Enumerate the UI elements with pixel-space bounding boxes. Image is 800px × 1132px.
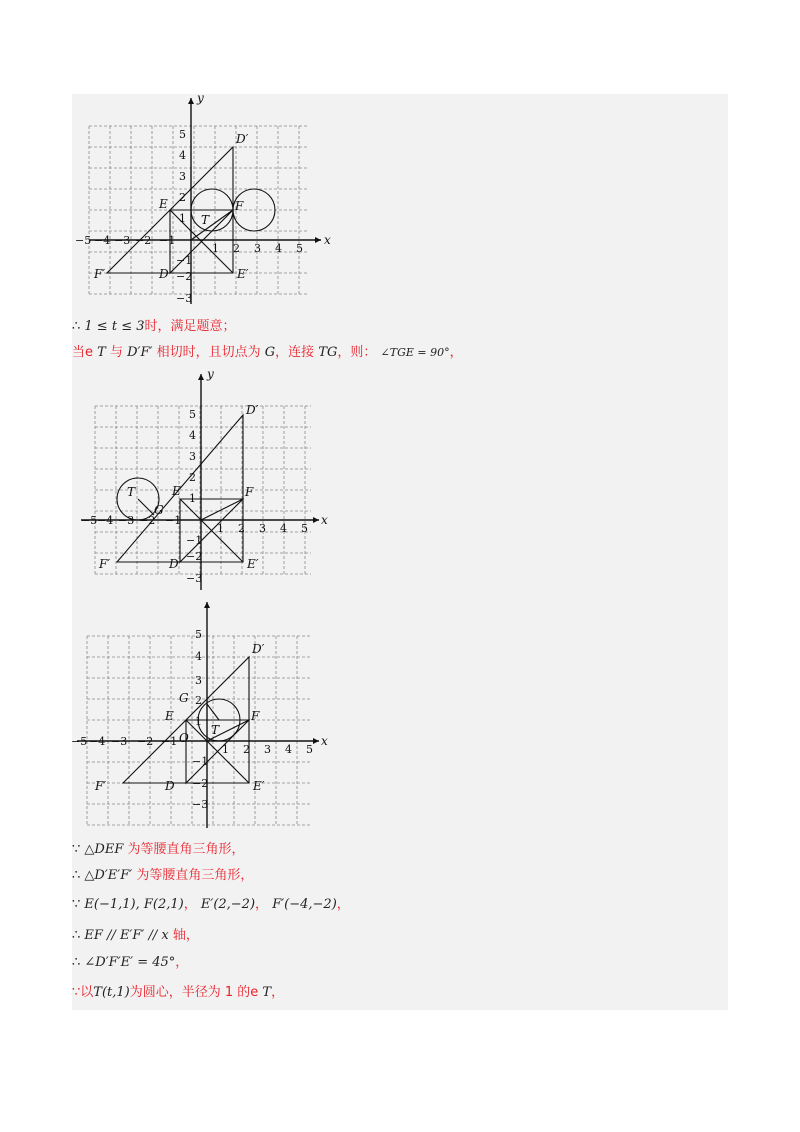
- y-tick-label: 5: [179, 128, 186, 141]
- y-tick-label: 5: [189, 408, 196, 421]
- y-tick-label: 3: [179, 170, 186, 183]
- text-segment: 为等腰直角三角形，: [136, 868, 254, 883]
- math-expression: ∠TGE = 90°: [380, 346, 450, 359]
- y-tick-label: 5: [195, 628, 202, 641]
- content-panel: [71, 91, 728, 1010]
- circle-symbol: e: [250, 985, 259, 1000]
- math-expression: D′F′: [127, 345, 153, 360]
- x-tick-label: 1: [222, 743, 229, 756]
- x-tick-label: −5: [75, 234, 92, 247]
- point-label-d-prime: D′: [246, 403, 259, 417]
- x-tick-label: −3: [111, 735, 128, 748]
- math-expression: △DEF: [84, 842, 124, 857]
- text-line-8: [72, 982, 284, 1004]
- x-axis-label: x: [324, 233, 331, 247]
- point-label-f: F: [235, 199, 244, 213]
- y-tick-label: −1: [186, 534, 203, 547]
- geometry: [123, 657, 249, 783]
- point-label-e: E: [172, 484, 181, 498]
- x-tick-label: 3: [259, 522, 266, 535]
- text-line-3: [72, 839, 245, 861]
- x-tick-label: −1: [165, 514, 182, 527]
- figure-1-graph: [72, 91, 331, 319]
- point-label-d: D: [159, 267, 169, 281]
- point-label-f: F: [251, 709, 260, 723]
- y-tick-label: 2: [189, 471, 196, 484]
- point-labels: [98, 403, 259, 571]
- y-tick-label: 4: [179, 149, 186, 162]
- y-tick-label: 2: [179, 191, 186, 204]
- y-tick-label: 1: [189, 492, 196, 505]
- symbol: ∴: [72, 319, 85, 334]
- x-axis-label: x: [321, 513, 328, 527]
- x-tick-label: −2: [135, 234, 152, 247]
- y-axis-label: y: [197, 91, 204, 105]
- x-tick-label: 3: [264, 743, 271, 756]
- x-tick-label: −3: [114, 234, 131, 247]
- text-segment: 为圆心，半径为 1 的: [129, 985, 251, 1000]
- x-tick-label: 1: [212, 242, 219, 255]
- point-label-d: D: [169, 557, 179, 571]
- axes: [89, 91, 331, 304]
- math-expression: T: [97, 345, 106, 360]
- math-expression: EF // E′F′ // x: [84, 928, 169, 943]
- symbol: ∴: [72, 928, 85, 943]
- text-segment: ，: [449, 345, 463, 360]
- text-segment: ，: [271, 985, 285, 1000]
- y-tick-label: 3: [189, 450, 196, 463]
- point-label-d-prime: D′: [252, 642, 265, 656]
- text-segment: 相切时，且切点为: [156, 345, 261, 360]
- text-segment: ，: [183, 897, 197, 912]
- point-label-e: E: [159, 197, 168, 211]
- figure-2-graph: [72, 367, 332, 595]
- text-segment: 与: [109, 345, 123, 360]
- point-label-d-prime: D′: [236, 132, 249, 146]
- x-tick-label: −5: [81, 514, 98, 527]
- x-tick-label: −4: [94, 234, 111, 247]
- tick-labels: [81, 408, 308, 585]
- y-tick-label: −2: [176, 270, 193, 283]
- x-tick-label: 2: [233, 242, 240, 255]
- y-tick-label: 3: [195, 674, 202, 687]
- y-tick-label: 2: [195, 694, 202, 707]
- text-line-2: [72, 342, 463, 364]
- math-expression: E(−1,1), F(2,1): [84, 897, 184, 912]
- x-tick-label: 2: [243, 743, 250, 756]
- math-expression: △D′E′F′: [84, 868, 133, 883]
- x-tick-label: −4: [97, 514, 114, 527]
- symbol: ∵: [72, 842, 85, 857]
- y-tick-label: −1: [176, 254, 193, 267]
- figure-3-graph: [72, 600, 332, 832]
- y-tick-label: −3: [176, 292, 193, 305]
- text-line-6: [72, 925, 199, 947]
- point-label-t: T: [127, 485, 136, 499]
- x-tick-label: 3: [254, 242, 261, 255]
- point-label-t: T: [201, 213, 210, 227]
- math-expression: T(t,1): [93, 985, 130, 1000]
- tick-labels: [75, 128, 303, 305]
- text-line-1: [72, 316, 236, 338]
- grid: [87, 636, 310, 825]
- x-tick-label: −2: [139, 514, 156, 527]
- point-label-e-prime: E′: [247, 557, 259, 571]
- y-tick-label: 4: [195, 650, 202, 663]
- x-tick-label: −1: [161, 735, 178, 748]
- point-label-g: G: [179, 691, 189, 705]
- symbol: ∴: [72, 955, 85, 970]
- point-label-f-prime: F′: [94, 267, 106, 281]
- y-tick-label: −2: [186, 550, 203, 563]
- x-tick-label: 5: [301, 522, 308, 535]
- point-label-d: D: [165, 779, 175, 793]
- text-line-5: [72, 894, 350, 916]
- x-tick-label: 5: [306, 743, 313, 756]
- x-tick-label: −4: [89, 735, 106, 748]
- text-line-7: [72, 952, 188, 974]
- text-segment: ，: [175, 955, 189, 970]
- math-expression: TG: [318, 345, 338, 360]
- x-tick-label: 1: [217, 522, 224, 535]
- math-expression: G: [264, 345, 276, 360]
- point-label-g: G: [154, 503, 164, 517]
- text-segment: 当: [72, 345, 86, 360]
- point-label-f-prime: F′: [95, 779, 107, 793]
- point-label-e-prime: E′: [253, 779, 265, 793]
- point-label-f: F: [245, 485, 254, 499]
- math-expression: ∠D′F′E′ = 45°: [84, 955, 176, 970]
- x-tick-label: 5: [296, 242, 303, 255]
- point-label-e-prime: E′: [237, 267, 249, 281]
- text-segment: 为等腰直角三角形，: [127, 842, 245, 857]
- axes: [81, 367, 328, 590]
- y-tick-label: −1: [192, 755, 209, 768]
- x-tick-label: −2: [137, 735, 154, 748]
- y-tick-label: −3: [186, 572, 203, 585]
- x-axis-label: x: [321, 734, 328, 748]
- point-label-f-prime: F′: [99, 557, 111, 571]
- y-tick-label: −3: [192, 798, 209, 811]
- x-tick-label: −5: [71, 735, 88, 748]
- x-tick-label: −3: [118, 514, 135, 527]
- math-expression: 1 ≤ t ≤ 3: [84, 319, 145, 334]
- text-segment: 时，满足题意；: [144, 319, 236, 334]
- x-tick-label: −1: [159, 234, 176, 247]
- point-label-o: O: [179, 731, 189, 745]
- text-segment: ，: [255, 897, 269, 912]
- x-tick-label: 4: [275, 242, 282, 255]
- circle-symbol: e: [85, 345, 94, 360]
- x-tick-label: 4: [280, 522, 287, 535]
- point-label-t: T: [211, 723, 220, 737]
- symbol: ∵: [72, 897, 85, 912]
- symbol: ∴: [72, 868, 85, 883]
- text-line-4: [72, 865, 253, 887]
- math-expression: T: [262, 985, 272, 1000]
- math-expression: E′(2,−2): [200, 897, 256, 912]
- y-tick-label: 4: [189, 429, 196, 442]
- point-labels: [94, 642, 265, 793]
- math-expression: F′(−4,−2): [272, 897, 337, 912]
- x-tick-label: 2: [238, 522, 245, 535]
- text-segment: ，则：: [337, 345, 377, 360]
- y-tick-label: −2: [192, 777, 209, 790]
- y-tick-label: 1: [195, 715, 202, 728]
- y-tick-label: 1: [179, 212, 186, 225]
- text-segment: ∵以: [72, 985, 94, 1000]
- x-tick-label: 4: [285, 743, 292, 756]
- point-label-e: E: [165, 709, 174, 723]
- text-segment: 轴，: [172, 928, 199, 943]
- text-segment: ，: [336, 897, 350, 912]
- text-segment: ，连接: [275, 345, 315, 360]
- y-axis-label: y: [207, 367, 214, 381]
